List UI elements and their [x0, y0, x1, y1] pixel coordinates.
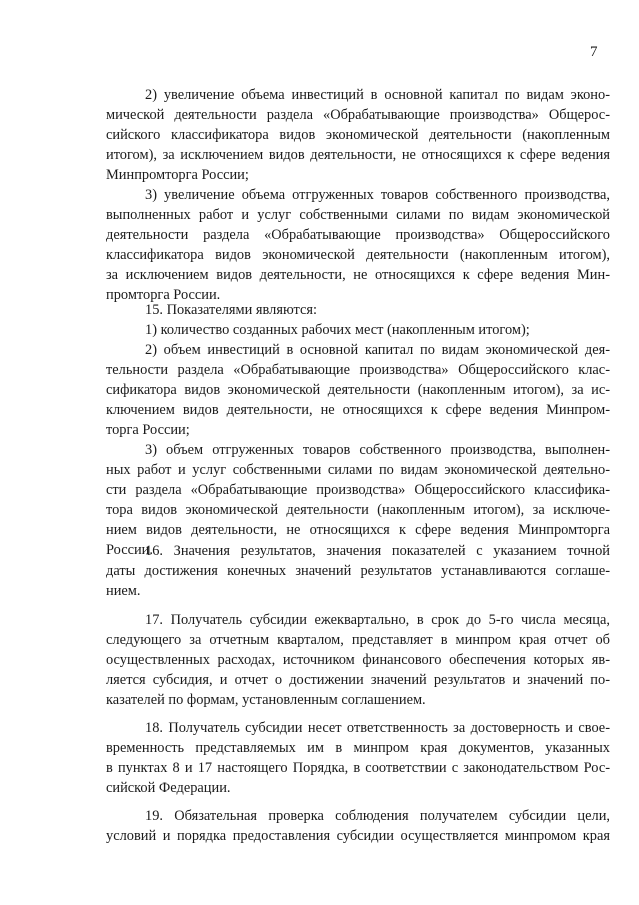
text-line: 3) увеличение объема отгруженных товаров собственного производства, — [145, 187, 610, 203]
text-line: за исключением видов деятельности, не относящихся к сфере ведения Мин- — [106, 267, 610, 283]
text-line: классификатора видов экономической деятельности (накопленным итогом), — [106, 247, 610, 263]
text-line: казателей по формам, установленным соглашением. — [106, 692, 426, 708]
text-line: 15. Показателями являются: — [145, 302, 317, 318]
text-line: ключением видов деятельности, не относящихся к сфере ведения Минпром- — [106, 402, 610, 418]
text-line: нием. — [106, 583, 141, 599]
text-line: выполненных работ и услуг собственными силами по видам экономической — [106, 207, 610, 223]
paragraph-16 — [106, 541, 610, 601]
text-line: сификатора видов экономической деятельности (накопленным итогом), за ис- — [106, 382, 610, 398]
text-line: 3) объем отгруженных товаров собственного производства, выполнен- — [145, 442, 610, 458]
text-line: Минпромторга России; — [106, 167, 249, 183]
text-line: условий и порядка предоставления субсидии осуществляется минпромом края — [106, 828, 610, 844]
text-line: тора видов экономической деятельности (накопленным итогом), за исключе- — [106, 502, 610, 518]
page-number: 7 — [590, 44, 598, 60]
paragraph-18 — [106, 718, 610, 798]
paragraph-results-continued — [106, 85, 610, 305]
text-line: 1) количество созданных рабочих мест (накопленным итогом); — [145, 322, 530, 338]
paragraph-19 — [106, 806, 610, 846]
text-line: осуществленных расходах, источником финансового обеспечения которых яв- — [106, 652, 610, 668]
text-line: тельности раздела «Обрабатывающие производства» Общероссийского клас- — [106, 362, 610, 378]
text-line: 2) объем инвестиций в основной капитал по видам экономической дея- — [145, 342, 610, 358]
text-line: временность представляемых им в минпром края документов, указанных — [106, 740, 610, 756]
text-line: ных работ и услуг собственными силами по видам экономической деятельно- — [106, 462, 610, 478]
text-line: сийского классификатора видов экономической деятельности (накопленным — [106, 127, 610, 143]
text-line: мической деятельности раздела «Обрабатывающие производства» Общерос- — [106, 107, 610, 123]
text-line: промторга России. — [106, 287, 221, 303]
text-line: сти раздела «Обрабатывающие производства» Общероссийского классифика- — [106, 482, 610, 498]
text-line: 18. Получатель субсидии несет ответственность за достоверность и свое- — [145, 720, 610, 736]
text-line: итогом), за исключением видов деятельности, не относящихся к сфере ведения — [106, 147, 610, 163]
text-line: даты достижения конечных значений результатов устанавливаются соглаше- — [106, 563, 610, 579]
text-line: 17. Получатель субсидии ежеквартально, в срок до 5-го числа месяца, — [145, 612, 610, 628]
text-line: ляется субсидия, и отчет о достижении значений результатов и значений по- — [106, 672, 610, 688]
text-line: России. — [106, 542, 153, 558]
text-line: 16. Значения результатов, значения показателей с указанием точной — [145, 543, 610, 559]
text-line: торга России; — [106, 422, 190, 438]
text-line: следующего за отчетным кварталом, представляет в минпром края отчет об — [106, 632, 610, 648]
paragraph-17 — [106, 610, 610, 710]
text-line: 19. Обязательная проверка соблюдения получателем субсидии цели, — [145, 808, 610, 824]
text-line: нием видов деятельности, не относящихся к сфере ведения Минпромторга — [106, 522, 610, 538]
text-line: деятельности раздела «Обрабатывающие производства» Общероссийского — [106, 227, 610, 243]
text-line: в пунктах 8 и 17 настоящего Порядка, в соответствии с законодательством Рос- — [106, 760, 610, 776]
text-line: сийской Федерации. — [106, 780, 231, 796]
text-line: 2) увеличение объема инвестиций в основной капитал по видам эконо- — [145, 87, 610, 103]
paragraph-15 — [106, 300, 610, 560]
